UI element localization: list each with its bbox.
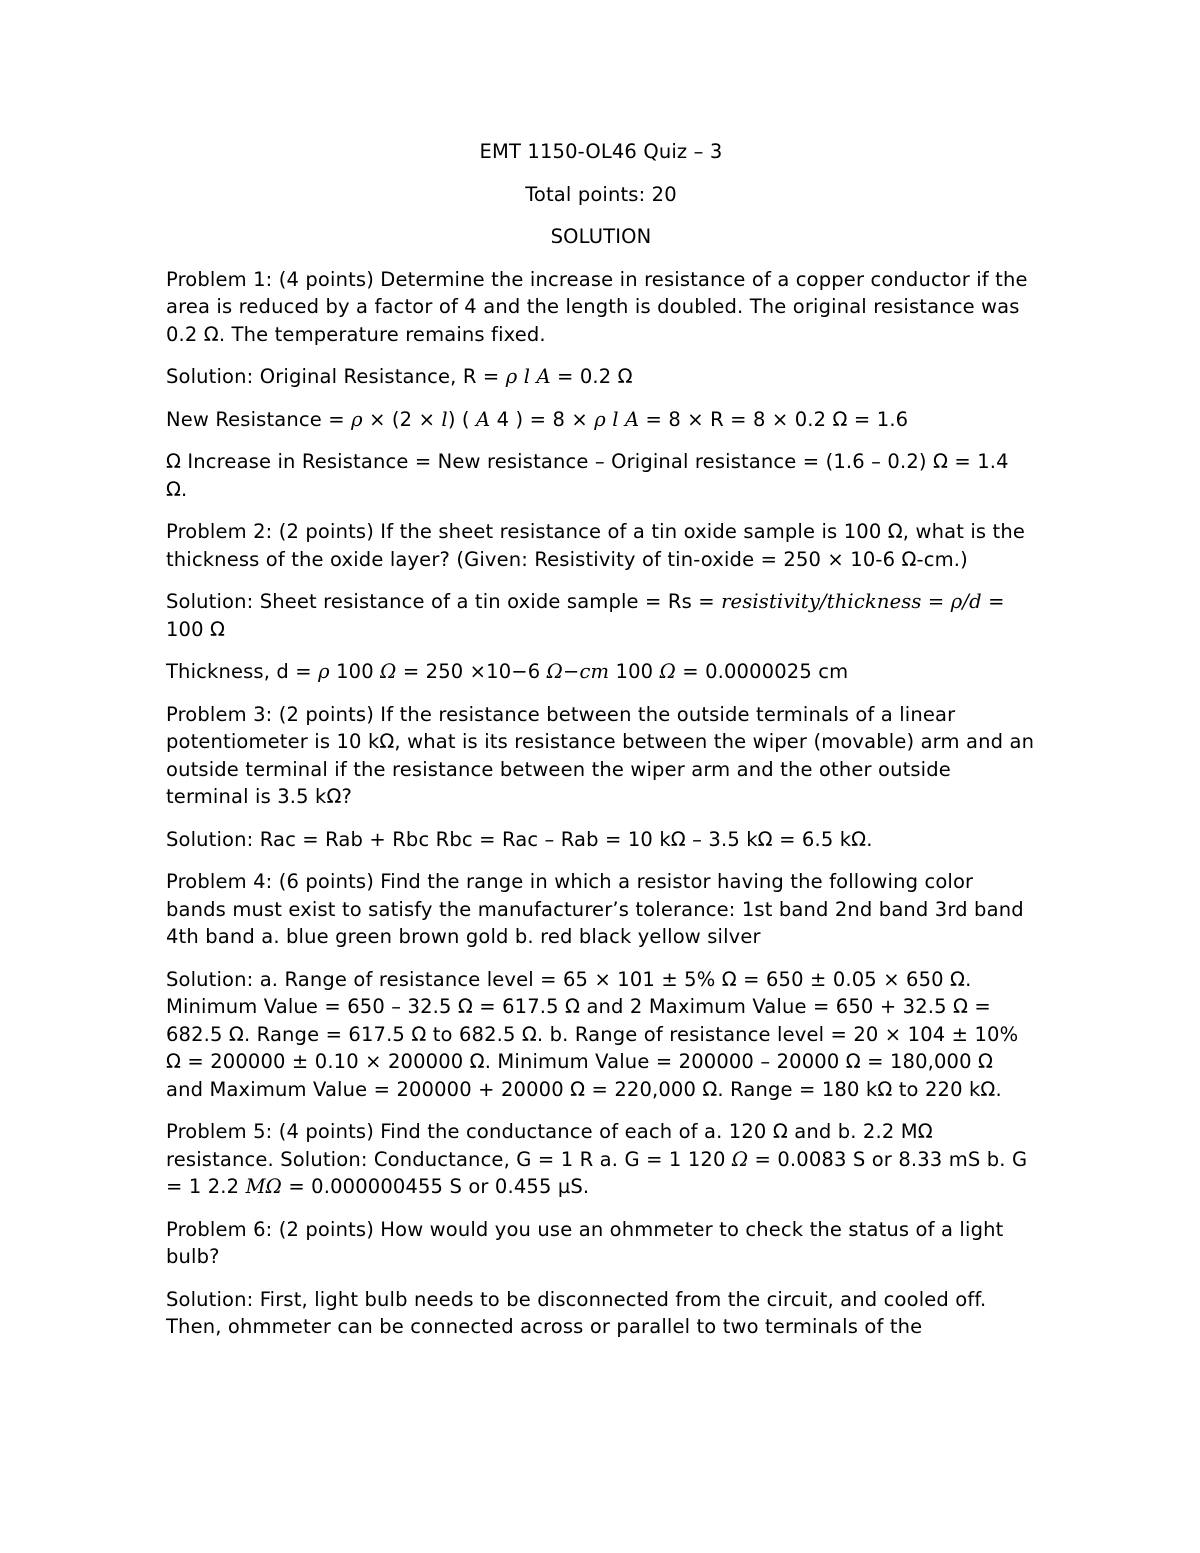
quiz-title: EMT 1150-OL46 Quiz – 3 <box>479 140 723 163</box>
problem-2-thickness: Thickness, d = ρ 100 Ω = 250 ×10−6 Ω−cm 100 Ω = 0.0000025 cm <box>166 660 849 683</box>
problem-1-text: Problem 1: (4 points) Determine the increase in resistance of a copper conductor if the area is reduced by a factor of 4 and the length is doubled. The original resistance was 0.2 Ω. The temperature remains fixed. <box>166 267 1028 346</box>
problem-4-solution: Solution: a. Range of resistance level = 65 × 101 ± 5% Ω = 650 ± 0.05 × 650 Ω. Minimum Value = 650 – 32.5 Ω = 617.5 Ω and 2 Maximum Value = 650 + 32.5 Ω = 682.5 Ω. Range = 617.5 Ω to 682.5 Ω. b. Range of resistance level = 20 × 104 ± 10% Ω = 200000 ± 0.10 × 200000 Ω. Minimum Value = 200000 – 20000 Ω = 180,000 Ω and Maximum Value = 200000 + 20000 Ω = 220,000 Ω. Range = 180 kΩ to 220 kΩ. <box>166 967 1019 1101</box>
problem-2-sheet-resistance: Solution: Sheet resistance of a tin oxide sample = Rs = resistivity/thickness = ρ/d = 100 Ω <box>166 590 1005 641</box>
problem-3-text: Problem 3: (2 points) If the resistance between the outside terminals of a linear potentiometer is 10 kΩ, what is its resistance between the wiper (movable) arm and an outside terminal if the resistance between the wiper arm and the other outside terminal is 3.5 kΩ? <box>166 702 1035 808</box>
problem-4-text: Problem 4: (6 points) Find the range in which a resistor having the following color bands must exist to satisfy the manufacturer’s tolerance: 1st band 2nd band 3rd band 4th band a. blue green brown gold b. red black yellow silver <box>166 870 1024 948</box>
solution-heading: SOLUTION <box>550 225 652 248</box>
total-points: Total points: 20 <box>525 182 677 206</box>
problem-1-original-resistance: Solution: Original Resistance, R = ρ l A = 0.2 Ω <box>166 365 633 388</box>
problem-3-solution: Solution: Rac = Rab + Rbc Rbc = Rac – Rab = 10 kΩ – 3.5 kΩ = 6.5 kΩ. <box>166 827 873 851</box>
problem-6-text: Problem 6: (2 points) How would you use an ohmmeter to check the status of a light bulb? <box>166 1217 1004 1268</box>
problem-1-increase: Ω Increase in Resistance = New resistance – Original resistance = (1.6 – 0.2) Ω = 1.4 Ω. <box>166 450 1009 501</box>
quiz-document <box>166 138 1036 1356</box>
problem-5-text: Problem 5: (4 points) Find the conductance of each of a. 120 Ω and b. 2.2 MΩ resistance. Solution: Conductance, G = 1 R a. G = 1 120 Ω = 0.0083 S or 8.33 mS b. G = 1 2.2 MΩ = 0.000000455 S or 0.455 µS. <box>166 1120 1028 1198</box>
problem-1-new-resistance: New Resistance = ρ × (2 × l) ( A 4 ) = 8 × ρ l A = 8 × R = 8 × 0.2 Ω = 1.6 <box>166 407 909 431</box>
problem-6-solution: Solution: First, light bulb needs to be disconnected from the circuit, and cooled off. Then, ohmmeter can be connected across or parallel to two terminals of the <box>166 1287 987 1338</box>
problem-2-text: Problem 2: (2 points) If the sheet resistance of a tin oxide sample is 100 Ω, what is the thickness of the oxide layer? (Given: Resistivity of tin-oxide = 250 × 10-6 Ω-cm.) <box>166 520 1026 571</box>
